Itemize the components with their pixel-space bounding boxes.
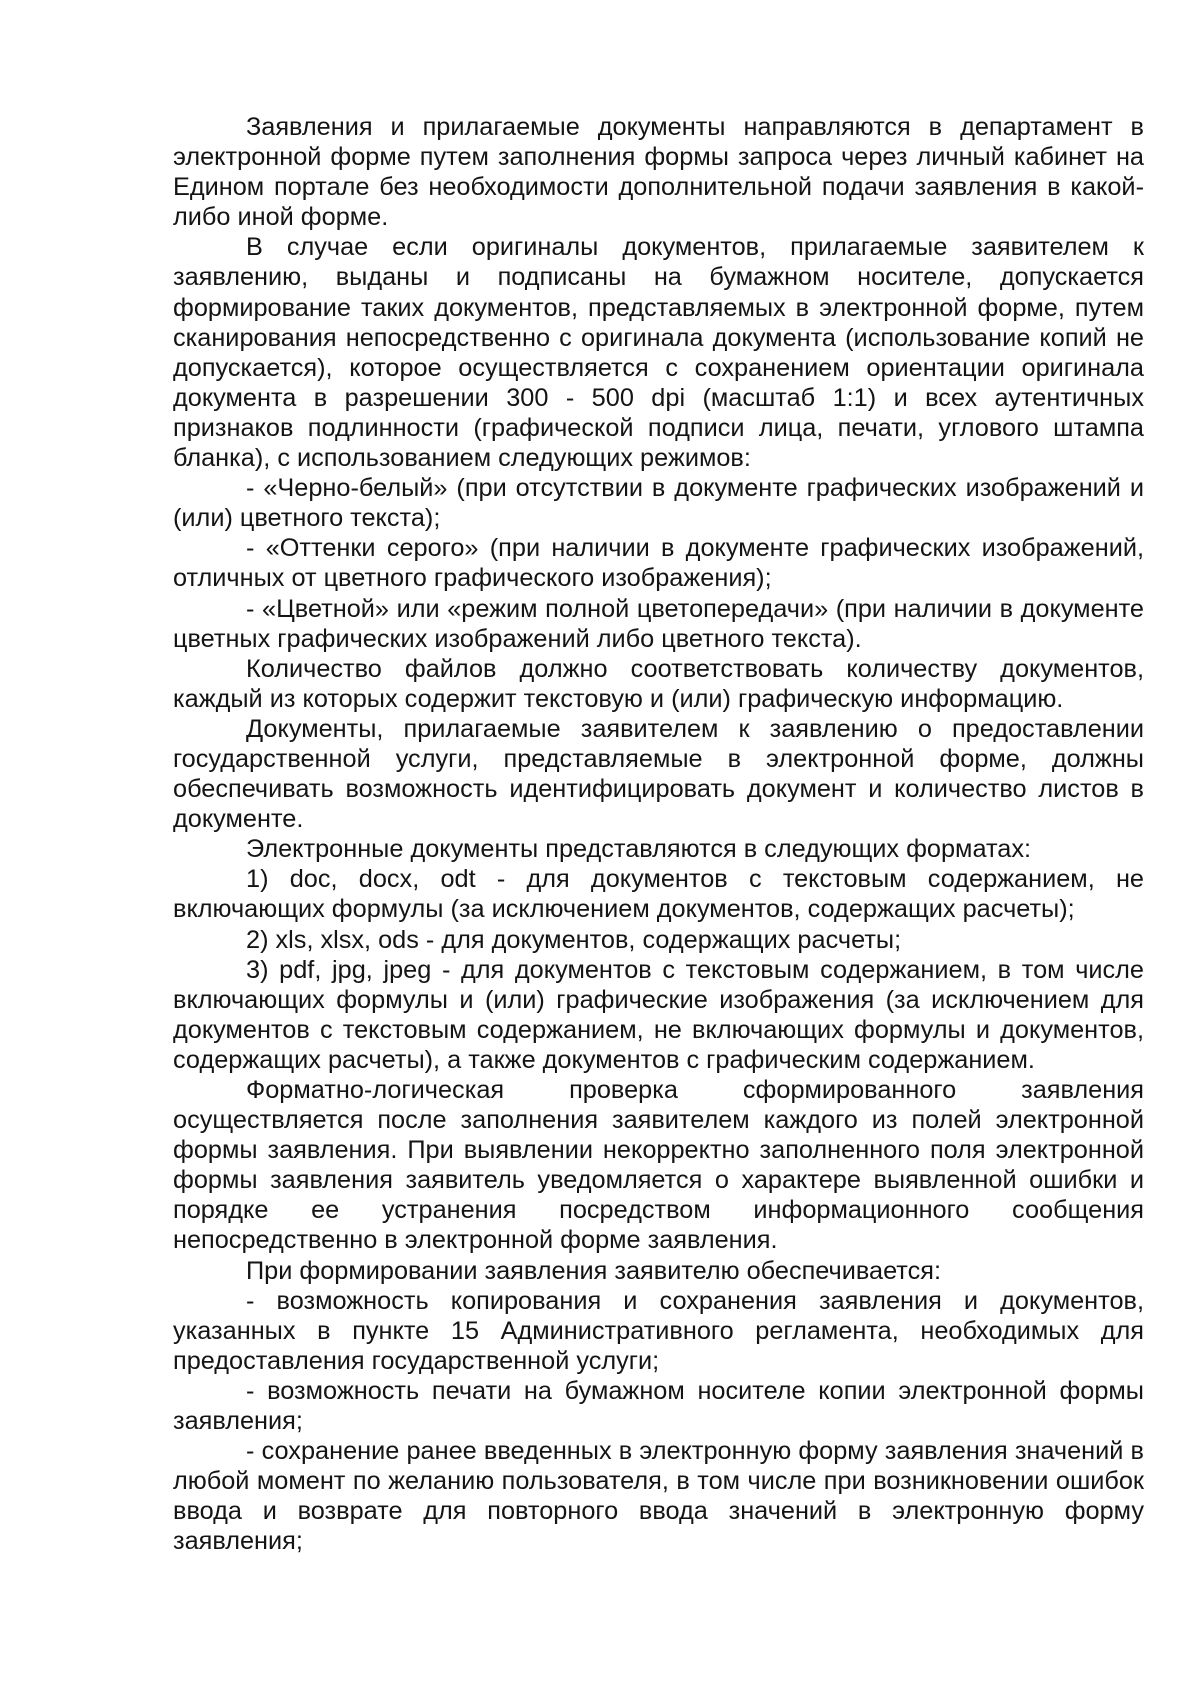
paragraph-validation: Форматно-логическая проверка сформированного заявления осуществляется после заполнения заявителем каждого из полей электронной формы заявления. При выявлении некорректно заполненного поля электронной формы заявления заявитель уведомляется о характере выявленной ошибки и порядке ее устранения посредством информационного сообщения непосредственно в электронной форме заявления. [173, 1076, 1144, 1255]
document-page [173, 112, 1144, 1557]
paragraph-provision-save: - сохранение ранее введенных в электронную форму заявления значений в любой момент по желанию пользователя, в том числе при возникновении ошибок ввода и возврате для повторного ввода значений в электронную форму заявления; [173, 1437, 1144, 1556]
paragraph-mode-bw: - «Черно-белый» (при отсутствии в документе графических изображений и (или) цветного текста); [173, 474, 1144, 533]
paragraph-mode-color: - «Цветной» или «режим полной цветопередачи» (при наличии в документе цветных графических изображений либо цветного текста). [173, 594, 1144, 653]
paragraph-format-text: 1) doc, docx, odt - для документов с текстовым содержанием, не включающих формулы (за исключением документов, содержащих расчеты); [173, 865, 1144, 924]
paragraph-identification: Документы, прилагаемые заявителем к заявлению о предоставлении государственной услуги, представляемые в электронной форме, должны обеспечивать возможность идентифицировать документ и количество листов в документе. [173, 714, 1144, 834]
paragraph-format-pdf: 3) pdf, jpg, jpeg - для документов с текстовым содержанием, в том числе включающих формулы и (или) графические изображения (за исключением для документов с текстовым содержанием, не включающих формулы и документов, содержащих расчеты), а также документов с графическим содержанием. [173, 955, 1144, 1074]
paragraph-provisions-intro: При формировании заявления заявителю обеспечивается: [246, 1256, 941, 1285]
paragraph-submission: Заявления и прилагаемые документы направляются в департамент в электронной форме путем заполнения формы запроса через личный кабинет на Едином портале без необходимости дополнительной подачи заявления в какой-либо иной форме. [173, 113, 1144, 232]
paragraph-format-sheets: 2) xls, xlsx, ods - для документов, содержащих расчеты; [246, 925, 902, 954]
paragraph-formats-intro: Электронные документы представляются в следующих форматах: [246, 835, 1032, 864]
paragraph-provision-copy: - возможность копирования и сохранения заявления и документов, указанных в пункте 15 Административного регламента, необходимых для предоставления государственной услуги; [173, 1286, 1144, 1375]
paragraph-scanning: В случае если оригиналы документов, прилагаемые заявителем к заявлению, выданы и подписаны на бумажном носителе, допускается формирование таких документов, представляемых в электронной форме, путем сканирования непосредственно с оригинала документа (использование копий не допускается), которое осуществляется с сохранением ориентации оригинала документа в разрешении 300 - 500 dpi (масштаб 1:1) и всех аутентичных признаков подлинности (графической подписи лица, печати, углового штампа бланка), с использованием следующих режимов: [173, 233, 1144, 473]
paragraph-file-count: Количество файлов должно соответствовать количеству документов, каждый из которых содержит текстовую и (или) графическую информацию. [173, 654, 1144, 713]
paragraph-mode-gray: - «Оттенки серого» (при наличии в документе графических изображений, отличных от цветного графического изображения); [173, 534, 1144, 593]
paragraph-provision-print: - возможность печати на бумажном носителе копии электронной формы заявления; [173, 1376, 1144, 1436]
